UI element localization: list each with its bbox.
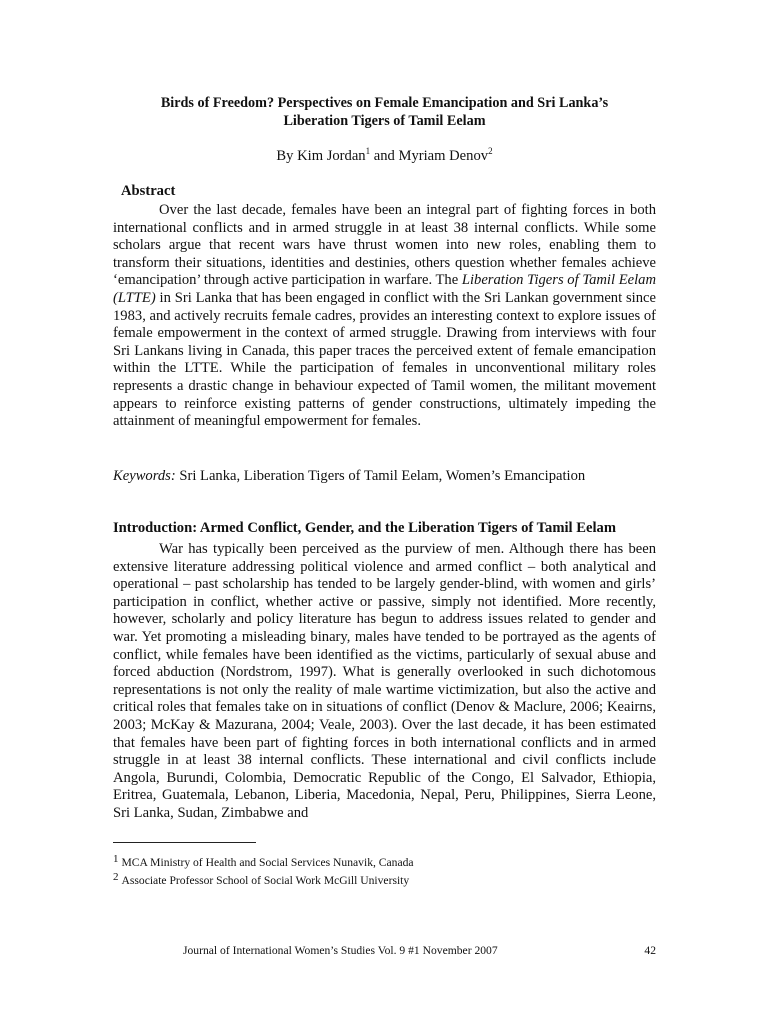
footnote-1-text: MCA Ministry of Health and Social Services Nunavik, Canada	[121, 856, 414, 869]
footnote-1-mark: 1	[113, 853, 119, 865]
footer-journal: Journal of International Women’s Studies Vol. 9 #1 November 2007	[183, 944, 498, 957]
abstract-heading: Abstract	[121, 183, 176, 199]
keywords-text: Sri Lanka, Liberation Tigers of Tamil Eelam, Women’s Emancipation	[175, 468, 586, 484]
author-footnote-mark-1: 1	[365, 146, 371, 157]
author-text-1: By Kim Jordan	[276, 148, 366, 164]
abstract-italic-ltte: Liberation Tigers of Tamil Eelam (LTTE)	[113, 272, 656, 306]
introduction-body	[113, 541, 656, 823]
abstract-text-2: in Sri Lanka that has been engaged in conflict with the Sri Lankan government since 1983, and actively recruits female cadres, provides an interesting context to explore issues of female empowerment in the context of armed struggle. Drawing from interviews with four Sri Lankans living in Canada, this paper traces the perceived extent of female emancipation within the LTTE. While the participation of females in unconventional military roles represents a drastic change in behaviour expected of Tamil women, the militant movement appears to reinforce existing patterns of gender constructions, ultimately impeding the attainment of meaningful empowerment for females.	[113, 289, 656, 430]
author-line	[113, 148, 656, 166]
title-line-2: Liberation Tigers of Tamil Eelam	[283, 113, 486, 129]
introduction-text: War has typically been perceived as the purview of men. Although there has been extensive literature addressing political violence and armed conflict – both analytical and operational – past scholarship has tended to be largely gender-blind, with women and girls’ participation in conflict, whether active or passive, simply not identified. More recently, however, scholarly and policy literature has begun to address issues related to gender and war. Yet promoting a misleading binary, males have tended to be portrayed as the agents of conflict, while females have been identified as the victims, particularly of sexual abuse and forced abduction (Nordstrom, 1997). What is generally overlooked in such dichotomous representations is not only the reality of male wartime victimization, but also the active and critical roles that females take on in situations of conflict (Denov & Maclure, 2006; Keairns, 2003; McKay & Mazurana, 2004; Veale, 2003). Over the last decade, it has been estimated that females have been part of fighting forces in both international conflicts and in armed struggle in at least 38 internal conflicts. These international and civil conflicts include Angola, Burundi, Colombia, Democratic Republic of the Congo, El Salvador, Ethiopia, Eritrea, Guatemala, Lebanon, Liberia, Macedonia, Nepal, Peru, Philippines, Sierra Leone, Sri Lanka, Sudan, Zimbabwe and	[113, 541, 656, 821]
keywords-line	[113, 468, 656, 486]
footnote-divider	[113, 842, 256, 843]
introduction-heading: Introduction: Armed Conflict, Gender, and the Liberation Tigers of Tamil Eelam	[113, 520, 616, 536]
paper-title	[113, 94, 656, 130]
title-line-1: Birds of Freedom? Perspectives on Female Emancipation and Sri Lanka’s	[160, 95, 609, 111]
keywords-label: Keywords:	[113, 468, 176, 484]
footnote-2-mark: 2	[113, 871, 119, 883]
footnote-2-text: Associate Professor School of Social Work McGill University	[121, 874, 410, 887]
author-text-2: and Myriam Denov	[370, 148, 489, 164]
abstract-body	[113, 202, 656, 431]
footnote-1	[113, 852, 414, 870]
footnote-2	[113, 870, 409, 888]
abstract-text-1: Over the last decade, females have been an integral part of fighting forces in both international conflicts and in armed struggle in at least 38 internal conflicts. While some scholars argue that recent wars have thrust women into new roles, enabling them to transform their situations, identities and destinies, others question whether females achieve ‘emancipation’ through active participation in warfare. The	[113, 202, 656, 289]
author-footnote-mark-2: 2	[488, 146, 493, 157]
page-number: 42	[644, 944, 656, 957]
